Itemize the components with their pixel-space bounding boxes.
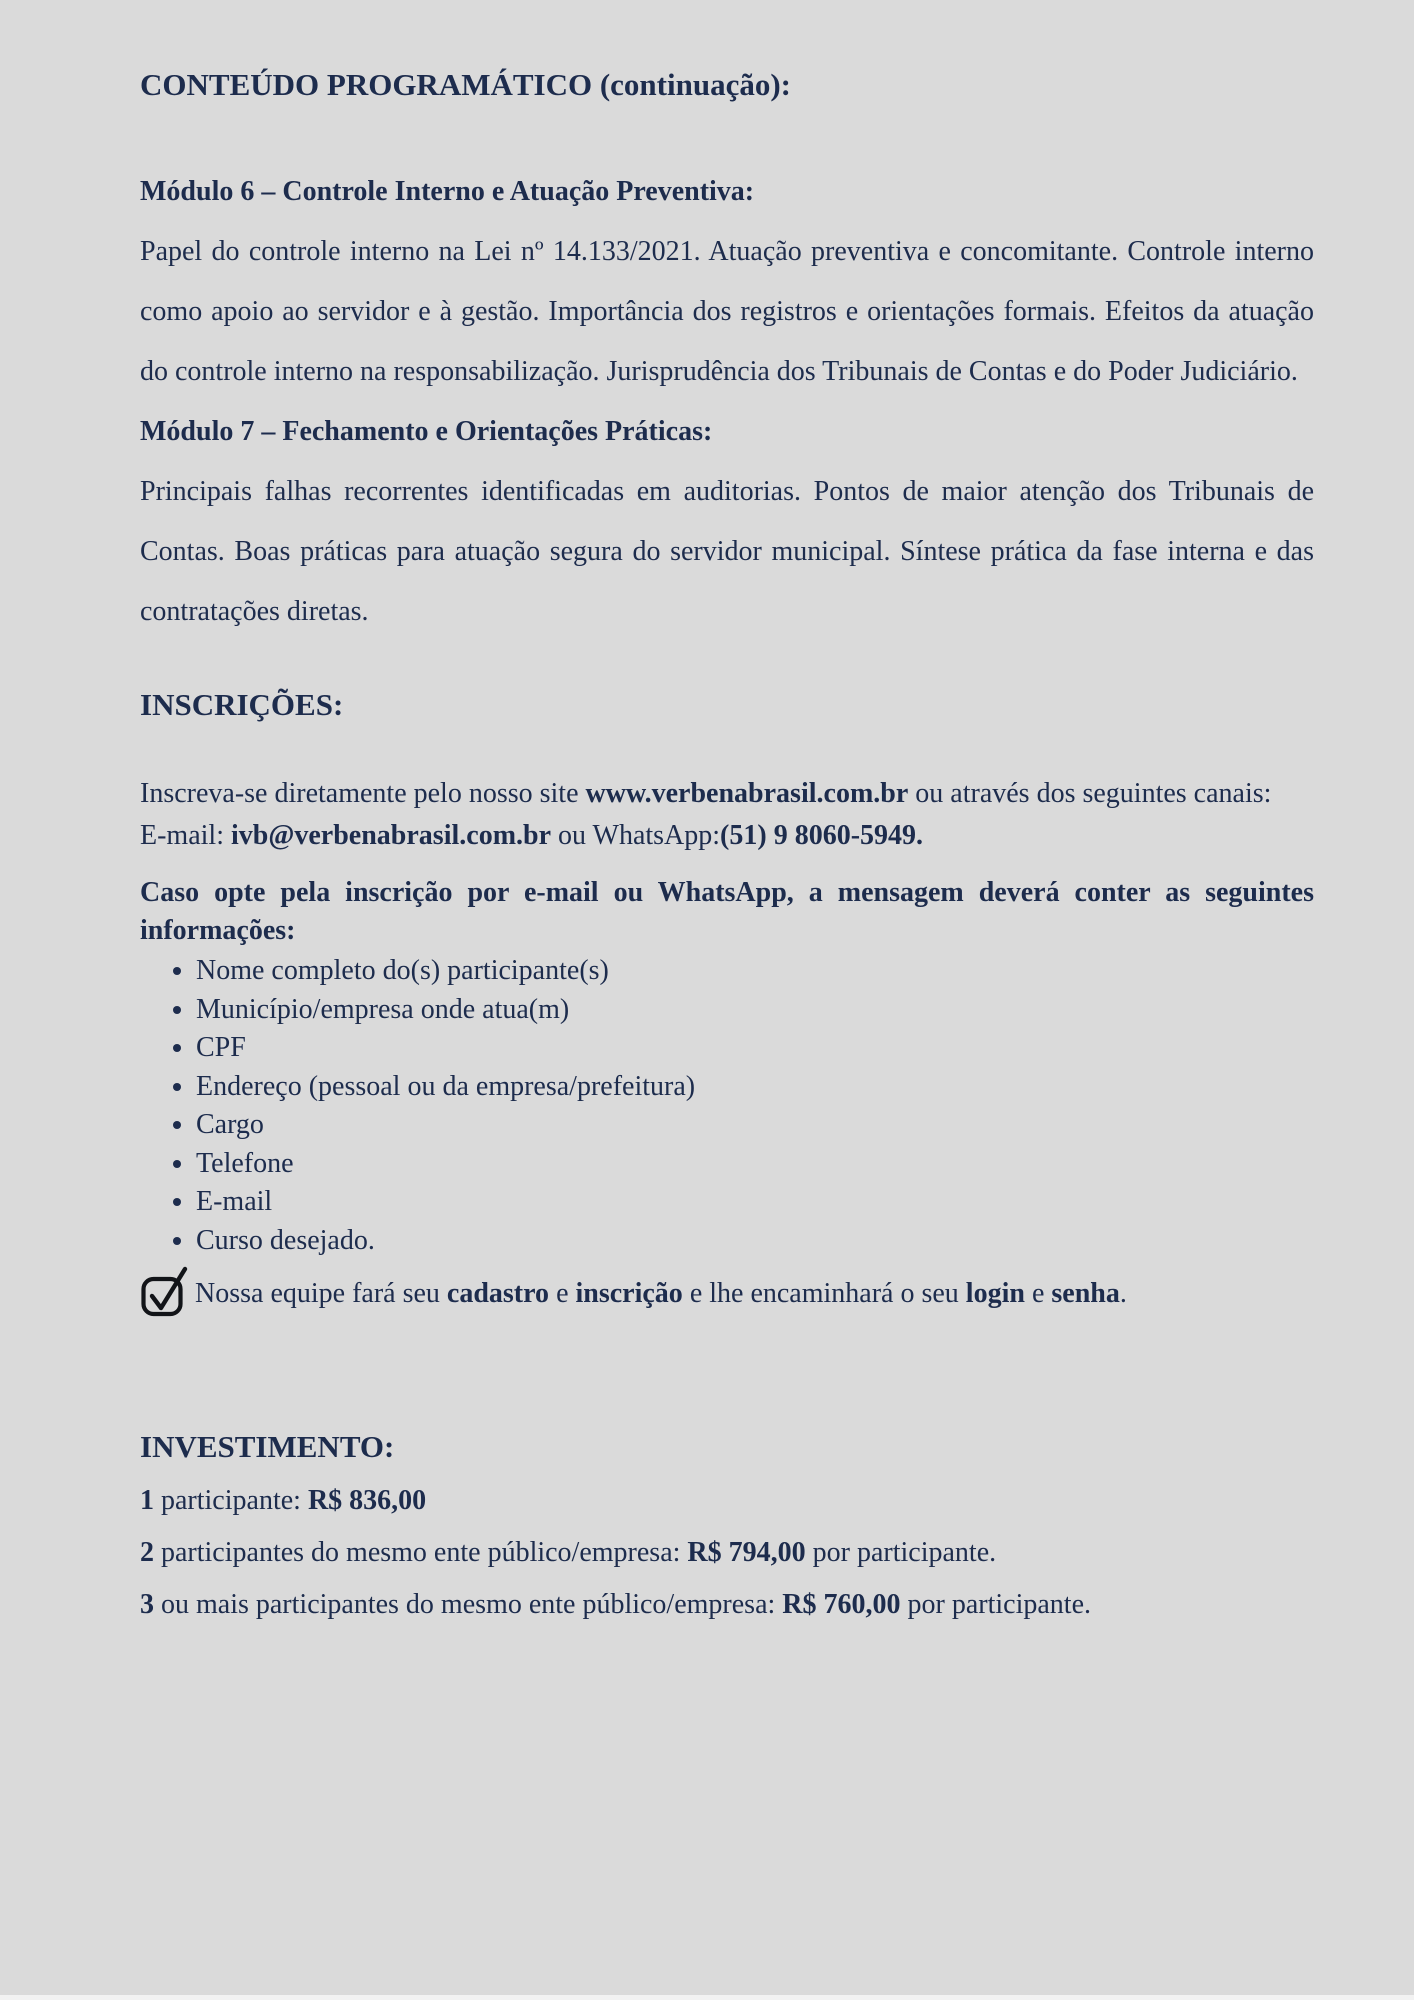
module-6-heading: Módulo 6 – Controle Interno e Atuação Preventiva: (140, 176, 755, 207)
price-option-2 (140, 1534, 1314, 1572)
intro-suffix: ou através dos seguintes canais: (908, 778, 1272, 809)
checkbox-checked-icon (140, 1264, 188, 1318)
site-url: www.verbenabrasil.com.br (585, 778, 909, 809)
list-item: • Cargo (196, 1106, 1314, 1145)
confirm-part-bold: inscrição (575, 1278, 683, 1309)
confirm-part-bold: cadastro (446, 1278, 550, 1309)
confirm-part-bold: login (965, 1278, 1025, 1309)
confirm-part: e (1024, 1278, 1052, 1309)
list-item: • Curso desejado. (196, 1222, 1314, 1261)
price-option-3 (140, 1586, 1314, 1624)
confirm-part: e (549, 1278, 576, 1309)
confirmation-row (140, 1264, 1314, 1314)
price-option-1 (140, 1482, 1314, 1520)
contact-line (140, 818, 1314, 854)
list-item: • CPF (196, 1029, 1314, 1068)
confirmation-text (195, 1274, 1127, 1314)
email-address: ivb@verbenabrasil.com.br (230, 820, 552, 851)
investment-heading: INVESTIMENTO: (140, 1429, 395, 1464)
module-7-body: Principais falhas recorrentes identificadas em auditorias. Pontos de maior atenção dos Tribunais de Contas. Boas práticas para atuação segura do servidor municipal. Síntese prática da fase interna e das contratações diretas. (140, 476, 1314, 627)
program-content-section (140, 162, 1314, 642)
confirm-part: . (1119, 1278, 1127, 1309)
page-bottom-edge (0, 1995, 1414, 2000)
inscriptions-heading: INSCRIÇÕES: (140, 687, 344, 722)
price-value: R$ 794,00 (687, 1537, 806, 1568)
message-requirements-note: Caso opte pela inscrição por e-mail ou WhatsApp, a mensagem deverá conter as seguintes informações: (140, 877, 1314, 946)
required-info-list (140, 952, 1314, 1260)
confirm-part-bold: senha (1051, 1278, 1120, 1309)
price-value: R$ 836,00 (307, 1485, 427, 1516)
qty: 3 (140, 1589, 154, 1620)
price-suffix: por participante. (900, 1589, 1091, 1620)
price-value: R$ 760,00 (782, 1589, 901, 1620)
qty: 1 (140, 1485, 154, 1516)
module-7-heading: Módulo 7 – Fechamento e Orientações Práticas: (140, 416, 713, 447)
list-item: • Nome completo do(s) participante(s) (196, 952, 1314, 991)
price-text: ou mais participantes do mesmo ente público/empresa: (154, 1589, 783, 1620)
qty: 2 (140, 1537, 154, 1568)
price-text: participante: (154, 1485, 308, 1516)
list-item: • Endereço (pessoal ou da empresa/prefeitura) (196, 1068, 1314, 1107)
email-label: E-mail: (140, 820, 231, 851)
price-suffix: por participante. (805, 1537, 997, 1568)
intro-prefix: Inscreva-se diretamente pelo nosso site (140, 778, 586, 809)
confirm-part: e lhe encaminhará o seu (682, 1278, 966, 1309)
list-item: • E-mail (196, 1183, 1314, 1222)
confirm-part: Nossa equipe fará seu (195, 1278, 447, 1309)
module-6-body: Papel do controle interno na Lei nº 14.133/2021. Atuação preventiva e concomitante. Controle interno como apoio ao servidor e à gestão. Importância dos registros e orientações formais. Efeitos da atuação do controle interno na responsabilização. Jurisprudência dos Tribunais de Contas e do Poder Judiciário. (140, 236, 1314, 387)
whatsapp-number: (51) 9 8060-5949. (720, 820, 924, 851)
inscriptions-intro (140, 776, 1314, 812)
whatsapp-label: ou WhatsApp: (551, 820, 721, 851)
list-item: • Telefone (196, 1145, 1314, 1184)
price-text: participantes do mesmo ente público/empresa: (154, 1537, 688, 1568)
page-title: CONTEÚDO PROGRAMÁTICO (continuação): (140, 67, 791, 102)
list-item: • Município/empresa onde atua(m) (196, 991, 1314, 1030)
